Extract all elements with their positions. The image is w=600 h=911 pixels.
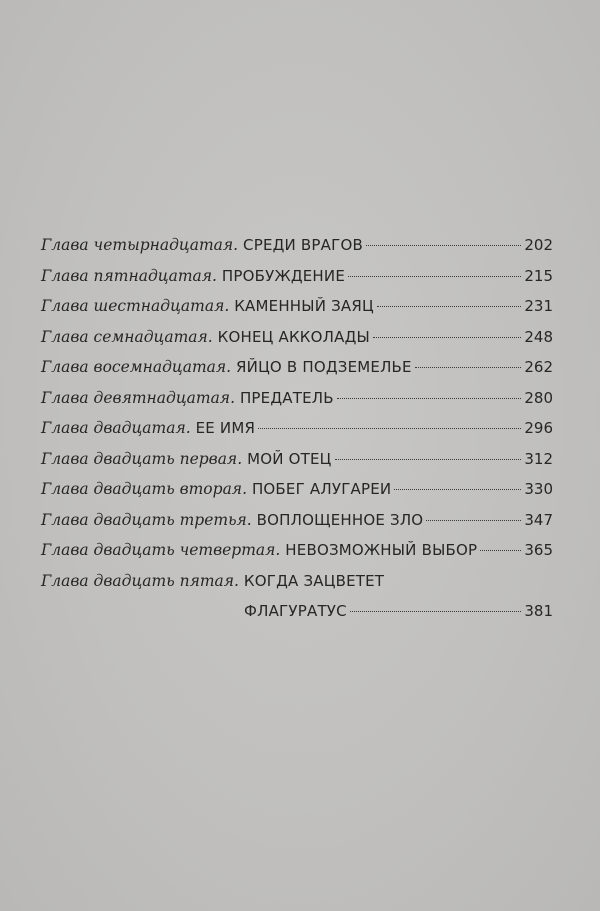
dot-leader xyxy=(350,611,522,612)
chapter-label: Глава девятнадцатая. xyxy=(41,388,235,407)
chapter-title: КОНЕЦ АККОЛАДЫ xyxy=(217,327,370,346)
page-number: 215 xyxy=(524,266,553,285)
chapter-title-continued: ФЛАГУРАТУС xyxy=(244,602,347,620)
page-number: 262 xyxy=(524,358,553,376)
toc-entry xyxy=(41,505,553,536)
chapter-title: МОЙ ОТЕЦ xyxy=(247,449,332,468)
chapter-label: Глава двадцатая. xyxy=(41,419,191,437)
page-number: 365 xyxy=(524,541,553,559)
dot-leader xyxy=(480,550,521,551)
chapter-label: Глава двадцать пятая. xyxy=(41,571,239,590)
page-number: 312 xyxy=(524,449,553,468)
chapter-label: Глава пятнадцатая. xyxy=(41,266,217,285)
chapter-label: Глава четырнадцатая. xyxy=(41,236,239,254)
toc-entry xyxy=(41,291,553,322)
chapter-label: Глава восемнадцатая. xyxy=(41,358,232,376)
toc-entry xyxy=(41,474,553,505)
page-number: 202 xyxy=(524,236,553,254)
chapter-title: ПРЕДАТЕЛЬ xyxy=(239,388,334,407)
dot-leader xyxy=(394,489,521,490)
page-number: 381 xyxy=(524,602,553,620)
dot-leader xyxy=(415,367,522,368)
dot-leader xyxy=(366,245,521,246)
toc-entry xyxy=(41,566,553,597)
toc-entry-continuation xyxy=(41,596,553,627)
chapter-label: Глава двадцать четвертая. xyxy=(41,541,281,559)
chapter-title: КАМЕННЫЙ ЗАЯЦ xyxy=(234,297,374,315)
chapter-title: ЯЙЦО В ПОДЗЕМЕЛЬЕ xyxy=(236,358,412,376)
chapter-label: Глава двадцать первая. xyxy=(41,449,243,468)
dot-leader xyxy=(335,459,522,460)
chapter-title: ПРОБУЖДЕНИЕ xyxy=(221,266,345,285)
dot-leader xyxy=(373,337,521,338)
toc-entry xyxy=(41,413,553,444)
chapter-title: СРЕДИ ВРАГОВ xyxy=(243,236,363,254)
toc-entry xyxy=(41,444,553,475)
page-number: 231 xyxy=(524,297,553,315)
page-number: 248 xyxy=(524,327,553,346)
toc-entry xyxy=(41,352,553,383)
toc-entry xyxy=(41,261,553,292)
chapter-label: Глава шестнадцатая. xyxy=(41,297,230,315)
toc-entry xyxy=(41,230,553,261)
chapter-label: Глава семнадцатая. xyxy=(41,327,213,346)
dot-leader xyxy=(348,276,521,277)
chapter-title: ЕЕ ИМЯ xyxy=(195,419,256,437)
toc-entry xyxy=(41,535,553,566)
dot-leader xyxy=(377,306,521,307)
chapter-title: КОГДА ЗАЦВЕТЕТ xyxy=(243,571,385,590)
chapter-title: НЕВОЗМОЖНЫЙ ВЫБОР xyxy=(285,541,478,559)
toc-entry xyxy=(41,322,553,353)
chapter-title: ПОБЕГ АЛУГАРЕИ xyxy=(251,480,392,498)
table-of-contents xyxy=(41,230,553,627)
dot-leader xyxy=(426,520,521,521)
chapter-label: Глава двадцать третья. xyxy=(41,510,252,529)
page-number: 347 xyxy=(524,510,553,529)
chapter-title: ВОПЛОЩЕННОЕ ЗЛО xyxy=(256,510,424,529)
dot-leader xyxy=(337,398,522,399)
dot-leader xyxy=(258,428,521,429)
chapter-label: Глава двадцать вторая. xyxy=(41,480,247,498)
page-number: 330 xyxy=(524,480,553,498)
page-number: 296 xyxy=(524,419,553,437)
page-number: 280 xyxy=(524,388,553,407)
toc-entry xyxy=(41,383,553,414)
